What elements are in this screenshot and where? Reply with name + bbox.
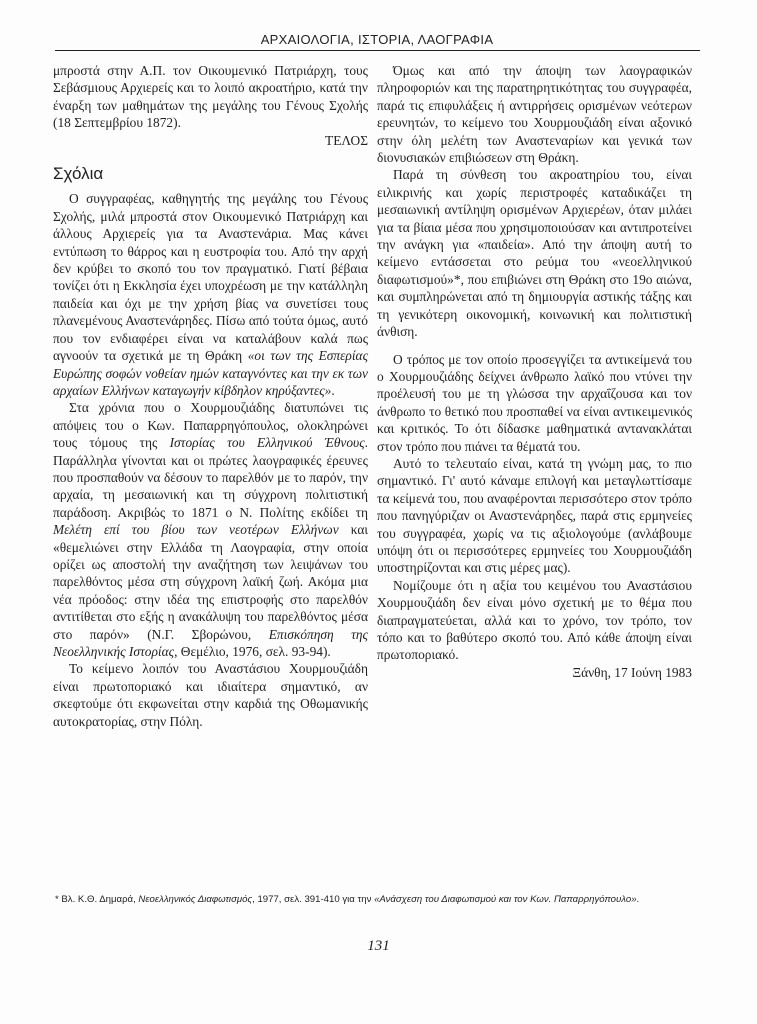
- text-run: Ο συγγραφέας, καθηγητής της μεγάλης του Γένους Σχολής, μιλά μπροστά στον Οικουμενικό Πατριάρχη και άλλους Αρχιερείς για τα Αναστενάρια. Μας κάνει εντύπωση το θάρρος και η ευστροφία του. Από την αρχή δεν κρύβει το σκοπό του τον πραγματικό. Γιατί βέβαια τονίζει ότι η Εκκλησία έχει υποχρέωση με την κατάλληλη παιδεία και όχι με την χρήση βίας να συνετίσει τους πλανεμένους Αναστενάρηδες. Πίσω από τούτα όμως, αυτό που τον ενδιαφέρει είναι να καταλάβουν καλά πως αγνοούν τα σχετικά με τη Θράκη: [53, 191, 368, 364]
- footnote: [55, 893, 695, 906]
- text-run: Στα χρόνια που ο Χουρμουζιάδης διατυπώνει τις απόψεις του ο Κων. Παπαρρηγόπουλος, ολοκληρώνει τους τόμους της: [53, 400, 368, 451]
- commentary-paragraph-8: Νομίζουμε ότι η αξία του κειμένου του Αναστάσιου Χουρμουζιάδη δεν είναι μόνο σχετική με το θέμα που διαπραγματεύεται, αλλά και το χρόνο, τον τρόπο, τον τόπο και το βαθύτερο σκοπό του. Από κάθε άποψη είναι πρωτοποριακό.: [377, 577, 692, 663]
- section-heading: Σχόλια: [53, 164, 104, 184]
- header-rule: [55, 50, 700, 51]
- commentary-paragraph-3: Το κείμενο λοιπόν του Αναστάσιου Χουρμουζιάδη είναι πρωτοποριακό και ιδιαίτερα σημαντικό, αν σκεφτούμε ότι εκφωνείται στην καρδιά της Οθωμανικής αυτοκρατορίας, στην Πόλη.: [53, 661, 368, 729]
- text-run: , 1977, σελ. 391-410 για την: [252, 894, 375, 905]
- text-run: . Παράλληλα γίνονται και οι πρώτες λαογραφικές έρευνες που προσπαθούν να δέσουν το παρελθόν με το παρόν, την αρχαία, τη μεσαιωνική και τη σύγχρονη πολιτιστική παράδοση. Ακριβώς το 1871 ο Ν. Πολίτης εκδίδει τη: [53, 435, 368, 520]
- text-run: .: [331, 382, 335, 398]
- commentary-paragraph-7: Αυτό το τελευταίο είναι, κατά τη γνώμη μας, το πιο σημαντικό. Γι' αυτό κάναμε επιλογή και μεταγλωττίσαμε τα κείμενά του, που αναφέρονται περισσότερο στον τρόπο που πανηγύριζαν οι Αναστενάρηδες, παρά στις ερμηνείες του συγγραφέα, χωρίς να τις αξιολογούμε (ανλάβουμε υπόψη ότι οι περισσότερες ερμηνείες του Χουρμουζιάδη υποστηρίζονται και στις μέρες μας).: [377, 455, 692, 576]
- text-run: .: [636, 894, 640, 905]
- commentary-paragraph-2: [53, 399, 368, 660]
- left-column: [53, 62, 368, 730]
- book-title: Ιστορίας του Ελληνικού Έθνους: [169, 435, 365, 451]
- commentary-paragraph-6: Ο τρόπος με τον οποίο προσεγγίζει τα αντικείμενά του ο Χουρμουζιάδης δείχνει άνθρωπο λαϊκό που ντύνει την προέλευσή του με τη γλώσσα την αρχαΐζουσα και τον άνθρωπο το θετικό που προσπαθεί να είναι αντικειμενικός και κριτικός. Το ότι δίδασκε μαθηματικά αντανακλάται στον τρόπο που πιάνει τα θέματά του.: [377, 351, 692, 454]
- book-title: «Ανάσχεση του Διαφωτισμού και τον Κων. Παπαρρηγόπουλο»: [374, 894, 637, 905]
- book-title: Νεοελληνικός Διαφωτισμός: [138, 894, 253, 905]
- quoted-text: «οι των της Εσπερίας Ευρώπης σοφών νοθείαν ημών καταγνόντες και την εκ των αρχαίων Ελλήνων καταγωγήν κίβδηλον κηρύξαντες»: [53, 348, 369, 398]
- right-column: [377, 62, 692, 681]
- commentary-paragraph-5: Παρά τη σύνθεση του ακροατηρίου του, είναι ειλικρινής και χωρίς περιστροφές καταδικάζει τη μεσαιωνική αντίληψη ορισμένων Αρχιερέων, όταν μιλάει για τα βίαια μέσα που χρησιμοποιούσαν και αντιπροτείνει την ανάγκη για «παιδεία». Από την άποψη αυτή το κείμενο εντάσσεται στο ρεύμα του «νεοελληνικού διαφωτισμού»*, που επιβιώνει στη Θράκη στο 19ο αιώνα, και συμπληρώνεται από τη δημιουργία αστικής τάξης και τη γενικότερη οικονομική, κοινωνική και πολιτιστική άνθιση.: [377, 167, 692, 340]
- date-signature: Ξάνθη, 17 Ιούνη 1983: [572, 664, 692, 680]
- text-run: , Θεμέλιο, 1976, σελ. 93-94).: [174, 644, 331, 659]
- text-run: * Βλ. Κ.Θ. Δημαρά,: [55, 894, 139, 905]
- commentary-paragraph-1: [53, 190, 368, 399]
- book-title: Μελέτη επί του βίου των νεοτέρων Ελλήνων: [53, 522, 339, 538]
- text-run: και «θεμελιώνει στην Ελλάδα τη Λαογραφία, στην οποία ορίζει ως αποστολή την αναζήτηση των λειψάνων του παρελθόντος μέσα στη σύγχρονη λαϊκή ζωή. Ακόμα μια νέα πρόοδος: στην ιδέα της επιστροφής στο παρελθόν αντιτίθεται στο εξής η ανακάλυψη του παρελθόντος μέσα στο παρόν» (Ν.Γ. Σβορώνου,: [53, 522, 368, 642]
- closing-paragraph: μπροστά στην Α.Π. τον Οικουμενικό Πατριάρχη, τους Σεβάσμιους Αρχιερείς και το λοιπό ακροατήριο, κατά την έναρξη των μαθημάτων της μεγάλης του Γένους Σχολής (18 Σεπτεμβρίου 1872).: [53, 63, 368, 131]
- book-title: Επισκόπηση της Νεοελληνικής Ιστορίας: [53, 626, 368, 659]
- running-header: ΑΡΧΑΙΟΛΟΓΙΑ, ΙΣΤΟΡΙΑ, ΛΑΟΓΡΑΦΙΑ: [260, 32, 494, 47]
- end-mark: ΤΕΛΟΣ: [325, 132, 368, 148]
- page-number: 131: [367, 938, 390, 954]
- commentary-paragraph-4: Όμως και από την άποψη των λαογραφικών πληροφοριών και της παρατηρητικότητας του συγγραφέα, παρά τις επιφυλάξεις ή αντιρρήσεις ορισμένων νεότερων ερευνητών, το κείμενο του Χουρμουζιάδη είναι αξονικό στην όλη μελέτη των Αναστεναρίων και γενικά των διονυσιακών επιβιώσεων στη Θράκη.: [377, 63, 692, 166]
